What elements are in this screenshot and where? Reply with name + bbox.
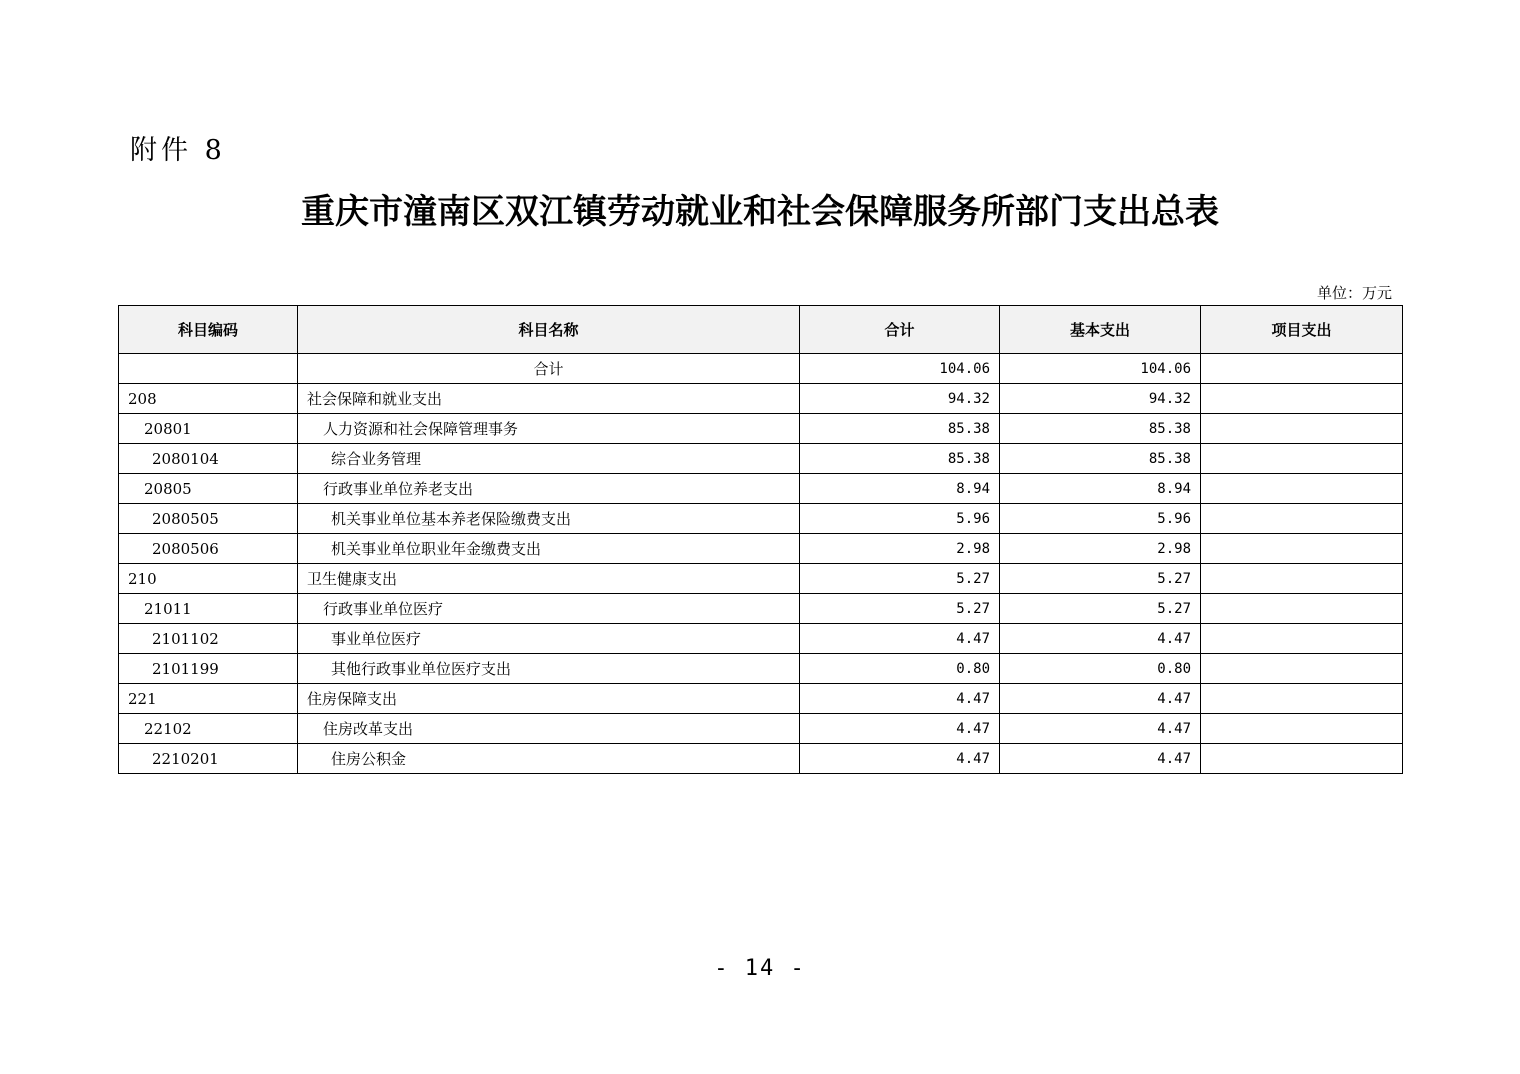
cell-total: 4.47 — [800, 684, 1000, 714]
cell-basic: 5.27 — [1000, 564, 1201, 594]
table-row — [119, 564, 1403, 594]
cell-basic: 85.38 — [1000, 444, 1201, 474]
cell-project — [1201, 534, 1403, 564]
table-row — [119, 624, 1403, 654]
cell-total: 104.06 — [800, 354, 1000, 384]
table-body — [119, 354, 1403, 774]
cell-code: 21011 — [119, 594, 298, 624]
cell-name: 事业单位医疗 — [298, 624, 800, 654]
cell-basic: 0.80 — [1000, 654, 1201, 684]
cell-basic: 5.27 — [1000, 594, 1201, 624]
cell-name: 住房保障支出 — [298, 684, 800, 714]
cell-code: 20805 — [119, 474, 298, 504]
cell-basic: 8.94 — [1000, 474, 1201, 504]
table-row — [119, 474, 1403, 504]
cell-code: 208 — [119, 384, 298, 414]
cell-total: 4.47 — [800, 744, 1000, 774]
table-row — [119, 384, 1403, 414]
cell-name: 住房公积金 — [298, 744, 800, 774]
cell-project — [1201, 384, 1403, 414]
table-row — [119, 744, 1403, 774]
cell-total: 0.80 — [800, 654, 1000, 684]
cell-basic: 4.47 — [1000, 744, 1201, 774]
cell-name: 机关事业单位基本养老保险缴费支出 — [298, 504, 800, 534]
cell-code: 2080505 — [119, 504, 298, 534]
cell-name: 住房改革支出 — [298, 714, 800, 744]
table-row — [119, 354, 1403, 384]
table-row — [119, 534, 1403, 564]
cell-name: 综合业务管理 — [298, 444, 800, 474]
cell-basic: 4.47 — [1000, 624, 1201, 654]
cell-code — [119, 354, 298, 384]
cell-name: 人力资源和社会保障管理事务 — [298, 414, 800, 444]
cell-total: 8.94 — [800, 474, 1000, 504]
header-project: 项目支出 — [1201, 306, 1403, 354]
cell-name: 卫生健康支出 — [298, 564, 800, 594]
expenditure-table — [118, 305, 1403, 774]
cell-code: 2210201 — [119, 744, 298, 774]
cell-basic: 94.32 — [1000, 384, 1201, 414]
cell-code: 2101102 — [119, 624, 298, 654]
cell-project — [1201, 684, 1403, 714]
cell-code: 22102 — [119, 714, 298, 744]
cell-total: 2.98 — [800, 534, 1000, 564]
cell-project — [1201, 444, 1403, 474]
table-row — [119, 414, 1403, 444]
cell-total: 94.32 — [800, 384, 1000, 414]
attachment-label: 附件 8 — [130, 135, 226, 166]
unit-label: 单位：万元 — [1316, 284, 1392, 302]
cell-project — [1201, 624, 1403, 654]
table-row — [119, 504, 1403, 534]
table-row — [119, 654, 1403, 684]
header-name: 科目名称 — [298, 306, 800, 354]
cell-code: 2101199 — [119, 654, 298, 684]
table-row — [119, 444, 1403, 474]
cell-basic: 2.98 — [1000, 534, 1201, 564]
cell-name: 社会保障和就业支出 — [298, 384, 800, 414]
cell-basic: 5.96 — [1000, 504, 1201, 534]
cell-basic: 85.38 — [1000, 414, 1201, 444]
cell-name: 行政事业单位养老支出 — [298, 474, 800, 504]
cell-total: 5.27 — [800, 564, 1000, 594]
table-row — [119, 684, 1403, 714]
cell-project — [1201, 654, 1403, 684]
cell-name: 行政事业单位医疗 — [298, 594, 800, 624]
header-total: 合计 — [800, 306, 1000, 354]
cell-total: 4.47 — [800, 714, 1000, 744]
cell-project — [1201, 504, 1403, 534]
table-row — [119, 714, 1403, 744]
cell-code: 2080506 — [119, 534, 298, 564]
cell-project — [1201, 744, 1403, 774]
header-basic: 基本支出 — [1000, 306, 1201, 354]
cell-basic: 104.06 — [1000, 354, 1201, 384]
header-code: 科目编码 — [119, 306, 298, 354]
cell-code: 221 — [119, 684, 298, 714]
table-row — [119, 594, 1403, 624]
cell-name: 机关事业单位职业年金缴费支出 — [298, 534, 800, 564]
cell-basic: 4.47 — [1000, 684, 1201, 714]
cell-project — [1201, 414, 1403, 444]
cell-total: 4.47 — [800, 624, 1000, 654]
cell-project — [1201, 474, 1403, 504]
cell-project — [1201, 594, 1403, 624]
cell-name: 合计 — [298, 354, 800, 384]
cell-total: 5.27 — [800, 594, 1000, 624]
cell-total: 85.38 — [800, 444, 1000, 474]
document-title: 重庆市潼南区双江镇劳动就业和社会保障服务所部门支出总表 — [301, 192, 1219, 232]
table-header-row — [119, 306, 1403, 354]
cell-code: 210 — [119, 564, 298, 594]
cell-code: 2080104 — [119, 444, 298, 474]
cell-project — [1201, 564, 1403, 594]
cell-total: 85.38 — [800, 414, 1000, 444]
cell-basic: 4.47 — [1000, 714, 1201, 744]
cell-project — [1201, 354, 1403, 384]
cell-project — [1201, 714, 1403, 744]
cell-total: 5.96 — [800, 504, 1000, 534]
cell-code: 20801 — [119, 414, 298, 444]
page-number: - 14 - — [714, 956, 806, 981]
cell-name: 其他行政事业单位医疗支出 — [298, 654, 800, 684]
